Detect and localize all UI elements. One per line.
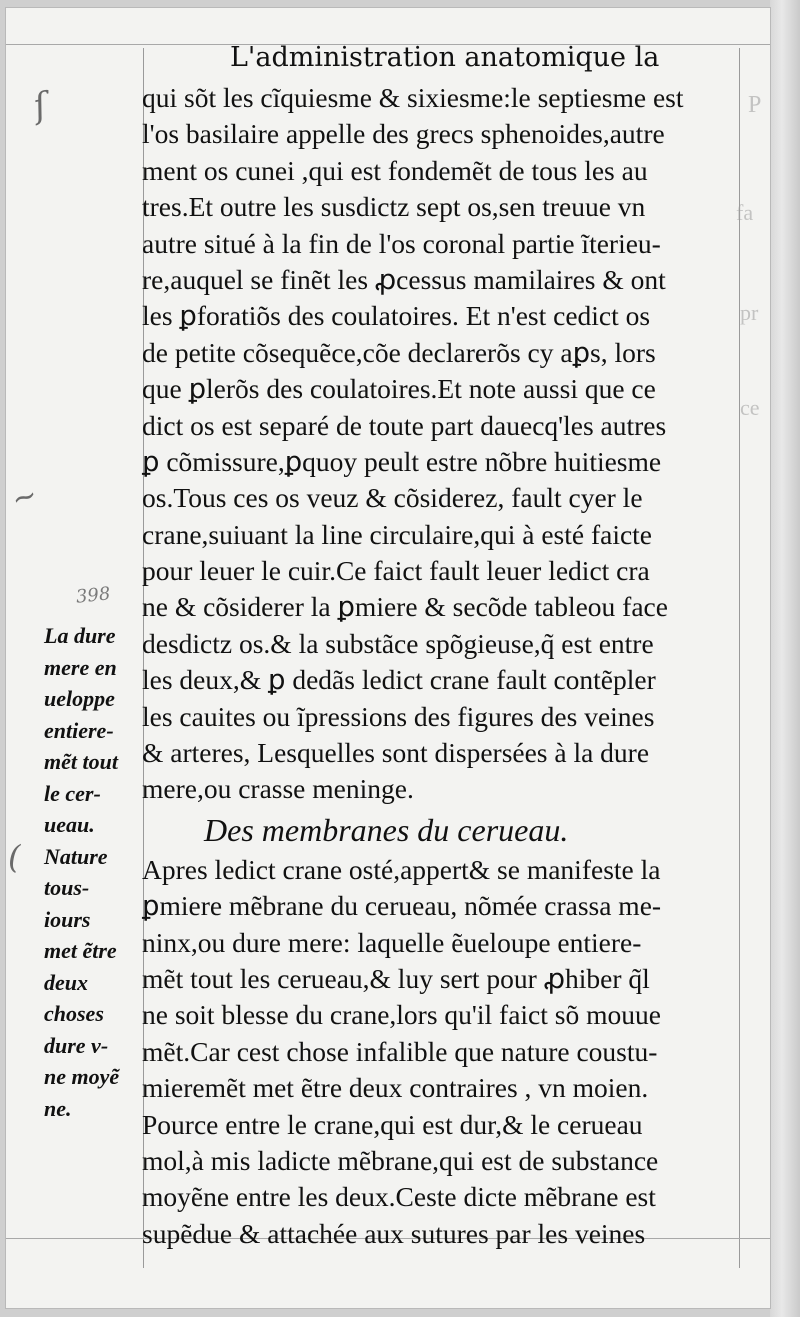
text-line: tres.Et outre les susdictz sept os,sen treuue vn <box>142 191 646 223</box>
text-line: que ꝑlerõs des coulatoires.Et note aussi que ce <box>142 373 656 405</box>
text-line: les cauites ou ĩpressions des figures des veines <box>142 700 655 732</box>
text-line: mẽt.Car cest chose infalible que nature coustu- <box>142 1035 658 1067</box>
handwritten-page-number: 398 <box>74 583 112 608</box>
text-line: ne soit blesse du crane,lors qu'il faict sõ mouue <box>142 999 661 1031</box>
show-through-text: pr <box>740 300 759 325</box>
text-line: crane,suiuant la line circulaire,qui à esté faicte <box>142 518 653 550</box>
margin-note-line: ne. <box>44 1095 72 1121</box>
show-through-text: fa <box>736 200 754 225</box>
text-line: les deux,& ꝑ dedãs ledict crane fault contẽpler <box>142 664 656 696</box>
margin-note-line: deux <box>44 969 88 995</box>
text-line: desdictz os.& la substãce spõgieuse,q̃ est entre <box>142 627 654 659</box>
margin-note-line: choses <box>44 1001 104 1026</box>
text-line: ne & cõsiderer la ꝑmiere & secõde tableou face <box>142 591 668 623</box>
running-head: L'administration anatomique la <box>230 42 660 73</box>
section-heading: Des membranes du cerueau. <box>204 811 569 848</box>
pen-mark: ( <box>8 838 21 876</box>
text-line: les ꝑforatiõs des coulatoires. Et n'est cedict os <box>142 300 651 332</box>
main-text-block <box>142 80 742 1252</box>
text-line: ꝑ cõmissure,ꝑquoy peult estre nõbre huitiesme <box>142 445 662 477</box>
adjacent-page-edge <box>770 0 800 1317</box>
margin-note-line: met ẽtre <box>44 938 117 963</box>
text-line: mieremẽt met ẽtre deux contraires , vn moien. <box>142 1072 649 1104</box>
margin-note-line: ne moyẽ <box>44 1064 120 1089</box>
text-line: Apres ledict crane osté,appert& se manifeste la <box>142 853 661 885</box>
text-line: l'os basilaire appelle des grecs sphenoides,autre <box>142 118 665 150</box>
text-line: supẽdue & attachée aux sutures par les veines <box>142 1217 646 1249</box>
margin-note-line: entiere- <box>44 717 114 743</box>
margin-note-line: mẽt tout <box>44 749 118 774</box>
text-line: pour leuer le cuir.Ce faict fault leuer ledict cra <box>142 555 650 587</box>
pen-mark: ~ <box>7 476 42 519</box>
text-line: dict os est separé de toute part dauecq'les autres <box>142 409 667 441</box>
text-line: ninx,ou dure mere: laquelle ẽueloupe entiere- <box>142 926 642 958</box>
text-line: ment os cunei ,qui est fondemẽt de tous les au <box>142 154 648 186</box>
show-through-text: ce <box>740 395 760 420</box>
margin-note-line: iours <box>44 906 91 932</box>
text-line: re,auquel se finẽt les ꝓcessus mamilaires & ont <box>142 263 666 295</box>
margin-note-line: ueloppe <box>44 686 115 711</box>
margin-note-line: Nature <box>44 843 108 869</box>
text-line: ꝑmiere mẽbrane du cerueau, nõmée crassa me- <box>142 890 662 922</box>
margin-note-line: dure v- <box>44 1032 109 1058</box>
text-line: qui sõt les cĩquiesme & sixiesme:le septiesme est <box>142 82 684 113</box>
margin-note-line: tous- <box>44 875 90 900</box>
pen-mark: ſ <box>29 85 51 127</box>
margin-note-line: mere en <box>44 654 117 680</box>
show-through-text: P <box>748 92 762 118</box>
text-line: moyẽne entre les deux.Ceste dicte mẽbrane est <box>142 1181 656 1213</box>
margin-note-line: le cer- <box>44 780 101 806</box>
margin-note-line: ueau. <box>44 812 95 837</box>
text-line: & arteres, Lesquelles sont dispersées à la dure <box>142 737 650 769</box>
text-line: mẽt tout les cerueau,& luy sert pour ꝓhiber q̃l <box>142 962 650 994</box>
text-line: de petite cõsequẽce,cõe declarerõs cy aꝑs, lors <box>142 336 656 368</box>
margin-note-line: La dure <box>44 623 116 648</box>
margin-note-block <box>44 620 144 1124</box>
text-line: os.Tous ces os veuz & cõsiderez, fault cyer le <box>142 482 643 514</box>
text-line: Pource entre le crane,qui est dur,& le cerueau <box>142 1108 643 1140</box>
text-line: autre situé à la fin de l'os coronal partie ĩterieu- <box>142 227 661 259</box>
text-line: mol,à mis ladicte mẽbrane,qui est de substance <box>142 1144 659 1176</box>
text-line: mere,ou crasse meninge. <box>142 773 414 805</box>
